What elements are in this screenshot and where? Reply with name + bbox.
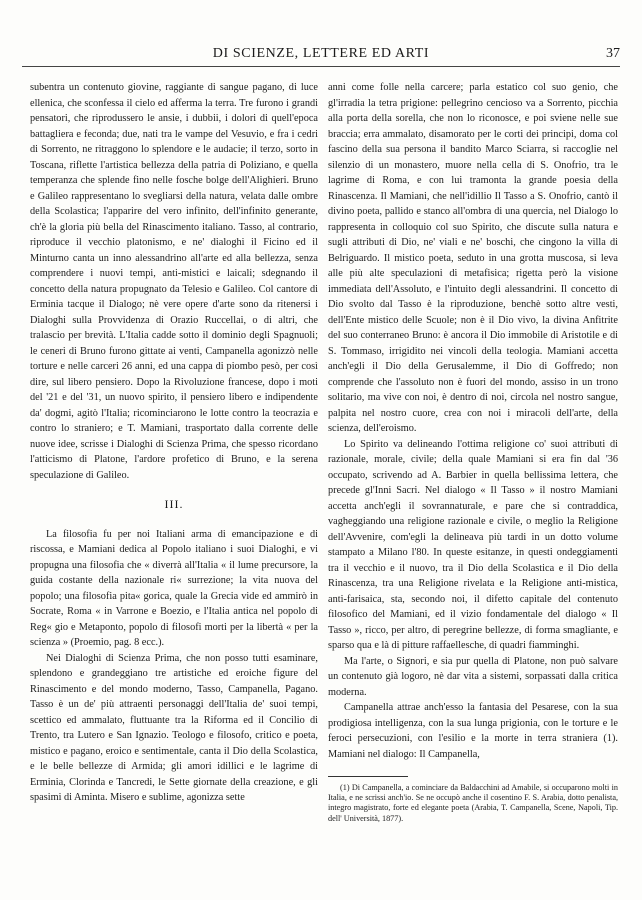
right-paragraph-4: Campanella attrae anch'esso la fantasia del Pesarese, con la sua prodigiosa intelligenza, con la sua lunga prigionia, con le torture e le feroci persecuzioni, con l'esilio e la morte in terra straniera (1). Mamiani nel dialogo: Il Campanella, (328, 702, 618, 760)
left-column (30, 80, 318, 806)
page-header (22, 46, 620, 67)
left-paragraph-2: La filosofia fu per noi Italiani arma di emancipazione e di riscossa, e Mamiani dedica al Popolo italiano i suoi Dialoghi, e vi propugna una filosofia che « diverrà all'Italia « il lume precursore, la guida costante della nazionale ri« surrezione; la vita nuova del popolo; una filosofia pita« gorica, quale la Grecia vide ed ammirò in Socrate, Roma « in Varrone e Boezio, e l'Italia antica nel popolo di Reg« gio e Metaponto, popolo di filosofi morti per la libertà « per la scienza » (Proemio, pag. 8 ecc.). (30, 528, 318, 648)
right-paragraph-1: anni come folle nella carcere; parla estatico col suo genio, che gl'irradia la tetra prigione: pellegrino cencioso va a Sorrento, picchia alla porta della sorella, che non lo riconosce, e poi sviene nelle sue braccia; erra ammalato, disamorato per le corti dei principi, doma col fascino della sua persona il bandito Marco Sciarra, si raccoglie nel silenzio di un monastero, muore nella cella di S. Onofrio, tra le lagrime di Roma, e con lui tramonta la grande poesia della Rinascenza. Il Mamiani, che nell'idillio Il Tasso a S. Onofrio, cantò il divino poeta, pallido e stanco all'ombra di una quercia, nel Dialogo lo rappresenta in colloquio col suo Spirito, che discute sulla natura e sugli attributi di Dio, ne' viali e ne' boschi, che cingono la villa di Belriguardo. Il mistico poeta, seduto in una grotta muscosa, si leva alle più alte speculazioni di metafisica; rigetta però la visione immediata dell'Assoluto, e l'intuito degli alessandrini. Il concetto di Dio svolto dal Tasso è la riproduzione, benchè sotto altre vesti, dell'Ente mistico delle Scuole; non è il Dio vivo, la divina Anfitrite del suo conterraneo Bruno: è ancora il Dio immobile di Aristotile e di S. Tommaso, irrigidito nei vincoli della teologia. Mamiani accetta anch'egli il Dio della Gerusalemme, il Dio di Goffredo; non comprende che l'assoluto non è fuori del mondo, assiso in un trono solitario, ma vive con noi, è dentro di noi, circola nel nostro sangue, palpita nel nostro cuore, crea con noi i miracoli dell'arte, della scienza, dell'eroismo. (328, 82, 618, 434)
left-paragraph-1: subentra un contenuto giovine, raggiante di sangue pagano, di luce ellenica, che sconfessa il cielo ed afferma la terra. Tre furono i grandi pensatori, che riprodussero le ansie, i dubbii, i dolori di quell'epoca battagliera e feconda; due, nati tra le vampe del Vesuvio, e fra i cedri di Sorrento, ne ritraggono lo splendore e le audacie; il terzo, sorto in Toscana, riflette l'artistica bellezza della patria di Poliziano, e quella temperanza che splende fino nelle fosche bolge dell'Alighieri. Bruno e Galileo rappresentano lo svegliarsi della natura, velata dalle ombre della Scolastica; l'apparire del vero infinito, dell'infinito generante, ch'è la gloria più bella del Rinascimento italiano. Tasso, al contrario, riproduce il vecchio platonismo, e ne' dialoghi il Ficino ed il Minturno canta un inno alessandrino all'arte ed alla bellezza, senza comprendere i nuovi tempi, anti-mistici e laicali; sdegnando il concetto della natura propugnato da Telesio e Galileo. Col cantore di Erminia tacque il Dialogo; nè vere opere d'arte sono da ritenersi i Dialoghi sulla Provvidenza di Orazio Ruccellai, o di altri, che tralascio per brevità. L'Italia cadde sotto il dominio degli Spagnuoli; le ceneri di Bruno furono gittate ai venti, Campanella agonizzò nelle torture e nelle carceri 26 anni, ed una cappa di piombo pesò, per così dire, sul libero pensiero. Dopo la Rivoluzione francese, dopo i moti del '21 e del '31, un nuovo spirito, il pensiero libero e indipendente da' dogmi, agitò l'Italia; ricominciarono le lotte contro la teocrazia e contro lo straniero; e T. Mamiani, trasportato dalla corrente delle nuove idee, scrisse i Dialoghi di Scienza Prima, che spesso ricordano l'atticismo di Platone, l'ardore profetico di Bruno, e la serena speculazione di Galileo. (30, 82, 318, 481)
left-paragraph-3: Nei Dialoghi di Scienza Prima, che non posso tutti esaminare, splendono e grandeggiano tre artistiche ed eroiche figure del Rinascimento e del mondo moderno, Tasso, Campanella, Pagano. Tasso è un de' più attraenti personaggi dell'Italia de' suoi tempi, scettico ed ammalato, fluttuante tra la Riforma ed il Concilio di Trento, tra Lutero e San Ignazio. Teologo e filosofo, critico e poeta, mistico e pagano, eroico e sentimentale, canta il Dio della Scolastica, e le belle bellezze di Armida; gli amori idillici e le lagrime di Erminia, Clorinda e Tancredi, le Sette giornate della creazione, e gli spasimi di Aminta. Misero e sublime, agonizza sette (30, 652, 318, 803)
footnote-divider (328, 776, 408, 777)
right-paragraph-2: Lo Spirito va delineando l'ottima religione co' suoi attributi di razionale, morale, civile; della quale Mamiani si era fin dal '36 occupato, scrivendo ad A. Barbier in quella bellissima lettera, che precede gl'Inni Sacri. Nel dialogo « Il Tasso » il nostro Mamiani accetta anch'egli il sovrannaturale, e pare che si contraddica, vagheggiando una religione razionale e civile, o meglio la Religione dell'Avvenire, com'egli la delineava più tardi in un dotto volume stampato a Milano l'80. In queste esitanze, in questi ondeggiamenti tra il vecchio e il nuovo, tra il Dio della Scolastica e il Dio della Rinascenza, tra una Religione rivelata e la Religione anti-mistica, anti-farisaica, sta, secondo noi, il difetto capitale del contenuto filosofico del Mamiani, ed il vizio fondamentale del dialogo « Il Tasso », ricco, per altro, di peregrine bellezze, di forma smagliante, e sparso qua e là di pitture raffaellesche, di quadri fiamminghi. (328, 438, 618, 651)
page-number: 37 (606, 46, 620, 61)
footnote: (1) Di Campanella, a cominciare da Baldacchini ad Amabile, si occuparono molti in Italia, e ne scrissi anch'io. Se ne occupò anche il cosentino F. S. Arabia, dotto penalista, integro magistrato, forte ed elegante poeta (Arabia, T. Campanella, Scene, Napoli, Tip. dell' Università, 1877). (328, 783, 618, 823)
running-title: DI SCIENZE, LETTERE ED ARTI (212, 46, 430, 61)
section-heading: III. (164, 497, 184, 511)
right-paragraph-3: Ma l'arte, o Signori, e sia pur quella di Platone, non può salvare un contenuto già logoro, nè dar vita a sistemi, sorpassati dalla critica moderna. (328, 655, 618, 698)
right-column (328, 80, 618, 824)
